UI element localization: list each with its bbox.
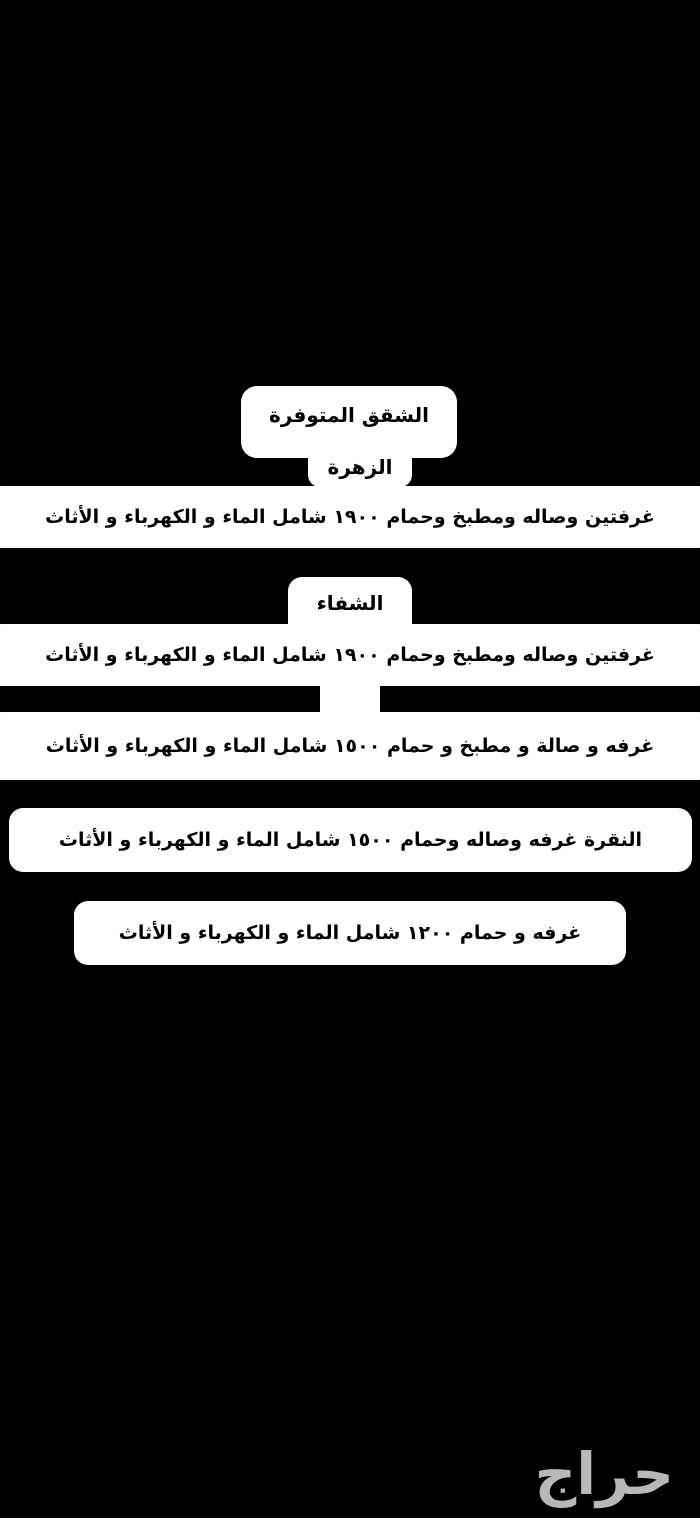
listing-text: غرفتين وصاله ومطبخ وحمام ١٩٠٠ شامل الماء و الكهرباء و الأثاث <box>45 506 655 528</box>
haraj-watermark-logo <box>534 1440 674 1508</box>
district-label-zahra <box>308 447 412 487</box>
district-label-shifa <box>288 577 412 629</box>
listing-text: النقرة غرفه وصاله وحمام ١٥٠٠ شامل الماء و الكهرباء و الأثاث <box>58 829 643 851</box>
district-label-text: الشفاء <box>316 591 384 615</box>
listing-text: غرفه و صالة و مطبخ و حمام ١٥٠٠ شامل الماء و الكهرباء و الأثاث <box>45 735 655 757</box>
watermark-text: حراج <box>534 1440 674 1508</box>
page-title-text: الشقق المتوفرة <box>269 403 429 427</box>
listing-row <box>74 901 626 965</box>
district-label-text: الزهرة <box>327 455 393 479</box>
listing-row <box>0 712 700 780</box>
listing-row <box>0 624 700 686</box>
listing-text: غرفتين وصاله ومطبخ وحمام ١٩٠٠ شامل الماء و الكهرباء و الأثاث <box>45 644 655 666</box>
listing-row <box>9 808 692 872</box>
listing-text: غرفه و حمام ١٢٠٠ شامل الماء و الكهرباء و الأثاث <box>118 922 582 944</box>
listing-row <box>0 486 700 548</box>
